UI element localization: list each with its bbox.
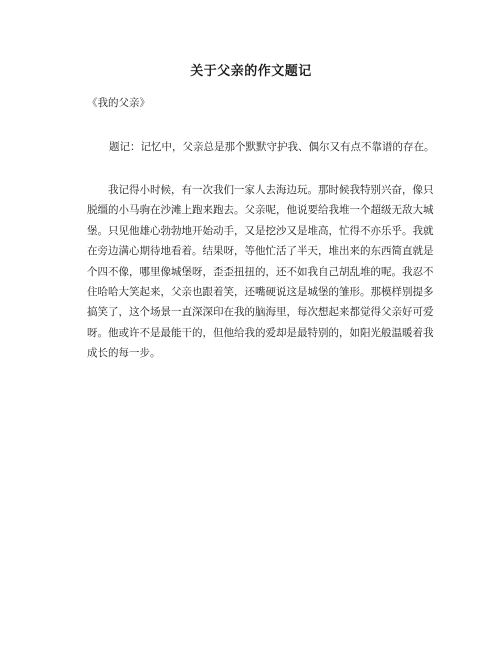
document-title: 关于父亲的作文题记 xyxy=(190,64,312,79)
body-line: 搞笑了，这个场景一直深深印在我的脑海里，每次想起来都觉得父亲好可爱 xyxy=(87,306,434,319)
body-line: 在旁边满心期待地看着。结果呀，等他忙活了半天，堆出来的东西简直就是 xyxy=(87,245,434,258)
body-line: 成长的每一步。 xyxy=(87,347,161,360)
body-line: 脱缰的小马驹在沙滩上跑来跑去。父亲呢，他说要给我堆一个超级无敌大城 xyxy=(87,204,434,217)
body-paragraph xyxy=(87,180,434,364)
preface-paragraph: 题记：记忆中，父亲总是那个默默守护我、偶尔又有点不靠谱的存在。 xyxy=(109,141,435,153)
body-line: 我记得小时候，有一次我们一家人去海边玩。那时候我特别兴奋，像只 xyxy=(108,184,434,196)
body-line: 个四不像，哪里像城堡呀，歪歪扭扭的，还不如我自己胡乱堆的呢。我忍不 xyxy=(87,265,434,278)
body-line: 堡。只见他雄心勃勃地开始动手，又是挖沙又是堆高，忙得不亦乐乎。我就 xyxy=(87,224,434,237)
body-line: 呀。他或许不是最能干的，但他给我的爱却是最特别的，如阳光般温暖着我 xyxy=(87,326,434,339)
body-line: 住哈哈大笑起来，父亲也跟着笑，还嘴硬说这是城堡的雏形。那模样别提多 xyxy=(87,285,434,298)
document-subtitle: 《我的父亲》 xyxy=(87,97,150,109)
